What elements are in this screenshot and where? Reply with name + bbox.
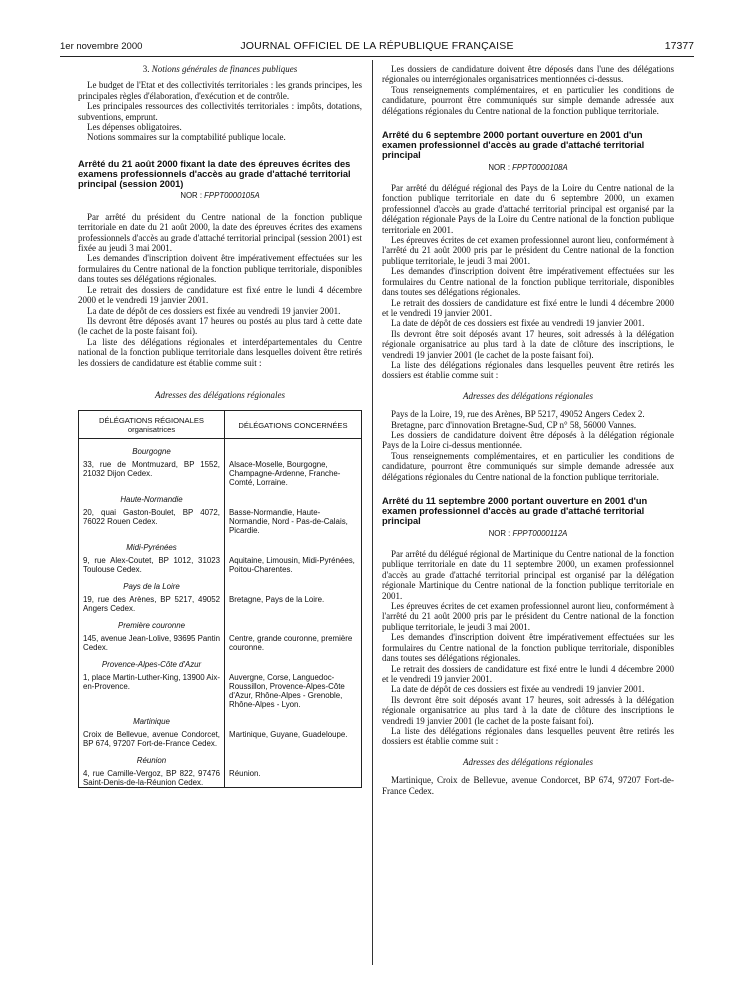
concerned-delegations: Auvergne, Corse, Languedoc-Roussillon, Provence-Alpes-Côte d'Azur, Rhône-Alpes - Grenoble, Rhône-Alpes - Lyon.: [229, 673, 345, 710]
arrete-paragraph: Le retrait des dossiers de candidature est fixé entre le lundi 4 décembre 2000 et le vendredi 19 janvier 2001.: [78, 284, 362, 306]
arrete-title: Arrêté du 6 septembre 2000 portant ouverture en 2001 d'un examen professionnel d'accès au grade d'attaché territorial principal: [382, 130, 645, 161]
column-header-organisatrices: DÉLÉGATIONS RÉGIONALES organisatrices: [79, 411, 225, 439]
region-name: Martinique: [133, 717, 170, 727]
table-header-row: [79, 411, 362, 439]
table-row: [79, 535, 362, 574]
region-name: Midi-Pyrénées: [126, 543, 177, 553]
concerned-delegations: Martinique, Guyane, Guadeloupe.: [229, 730, 348, 740]
concerned-delegations: Aquitaine, Limousin, Midi-Pyrénées, Poitou-Charentes.: [229, 556, 355, 575]
region-address: 145, avenue Jean-Lolive, 93695 Pantin Cedex.: [83, 634, 220, 653]
region-address: 9, rue Alex-Coutet, BP 1012, 31023 Toulouse Cedex.: [83, 556, 220, 575]
arrete-paragraph: La date de dépôt de ces dossiers est fixée au vendredi 19 janvier 2001.: [391, 684, 645, 695]
nor-reference: NOR : FPPT0000105A: [180, 191, 260, 201]
continuation-paragraph: Les dossiers de candidature doivent être déposés dans l'une des délégations régionales ou interrégionales organisatrices mentionnées ci-dessus.: [382, 64, 674, 85]
arrete-paragraph: Par arrêté du délégué régional de Martinique du Centre national de la fonction publique territoriale en date du 11 septembre 2000, un examen professionnel d'accès au grade d'attaché territorial principal est organisé par la délégation régionale Martinique du Centre national de la fonction publique territoriale en 2001.: [382, 549, 674, 601]
table-row: [79, 574, 362, 613]
concerned-delegations: Bretagne, Pays de la Loire.: [229, 595, 325, 605]
arrete-paragraph: Les demandes d'inscription doivent être impérativement effectuées sur les formulaires du Centre national de la fonction publique territoriale, disponibles dans toutes ses délégations régionales.: [382, 266, 674, 298]
arrete-paragraph: Les épreuves écrites de cet examen professionnel auront lieu, conformément à l'arrêté du 21 août 2000 pris par le président du Centre national de la fonction publique territoriale, le jeudi 3 mai 2001.: [382, 235, 674, 266]
section-heading: 3. Notions générales de finances publiques: [142, 64, 298, 74]
arrete-paragraph: La liste des délégations régionales dans lesquelles peuvent être retirés les dossiers est établie comme suit :: [382, 359, 674, 381]
region-address: 20, quai Gaston-Boulet, BP 4072, 76022 Rouen Cedex.: [83, 508, 220, 527]
header-date: 1er novembre 2000: [60, 41, 143, 52]
region-address: Croix de Bellevue, avenue Condorcet, BP 674, 97207 Fort-de-France Cedex.: [83, 730, 220, 749]
adresses-heading: Adresses des délégations régionales: [463, 756, 593, 767]
adresses-heading: Adresses des délégations régionales: [463, 390, 593, 401]
region-name: Pays de la Loire: [123, 582, 180, 592]
address-entry: Martinique, Croix de Bellevue, avenue Condorcet, BP 674, 97207 Fort-de-France Cedex.: [382, 775, 674, 796]
section-paragraph: Notions sommaires sur la comptabilité publique locale.: [87, 132, 286, 143]
closing-paragraph: Les dossiers de candidature doivent être déposés à la délégation régionale Pays de la Loire ci-dessus mentionnée.: [382, 429, 674, 451]
page-header: [60, 39, 694, 57]
region-address: 4, rue Camille-Vergoz, BP 822, 97476 Saint-Denis-de-la-Réunion Cedex.: [83, 769, 220, 788]
journal-title: JOURNAL OFFICIEL DE LA RÉPUBLIQUE FRANÇAISE: [240, 40, 514, 52]
region-name: Première couronne: [117, 621, 186, 631]
arrete-paragraph: La date de dépôt de ces dossiers est fixée au vendredi 19 janvier 2001.: [87, 305, 341, 316]
column-header-concernees: DÉLÉGATIONS CONCERNÉES: [225, 411, 362, 439]
arrete-paragraph: Les épreuves écrites de cet examen professionnel auront lieu, conformément à l'arrêté du 21 août 2000 pris par le président du Centre national de la fonction publique territoriale, le jeudi 3 mai 2001.: [382, 601, 674, 632]
concerned-delegations: Réunion.: [229, 769, 261, 779]
concerned-delegations: Centre, grande couronne, première couronne.: [229, 634, 353, 653]
arrete-paragraph: Le retrait des dossiers de candidature est fixé entre le lundi 4 décembre 2000 et le vendredi 19 janvier 2001.: [382, 297, 674, 318]
table-row: [79, 487, 362, 535]
address-entry: Pays de la Loire, 19, rue des Arènes, BP 5217, 49052 Angers Cedex 2.: [391, 409, 645, 420]
table-row: [79, 709, 362, 748]
header-rule: [60, 56, 694, 57]
page-number: 17377: [664, 40, 694, 52]
section-paragraph: Les dépenses obligatoires.: [87, 122, 182, 133]
concerned-delegations: Alsace-Moselle, Bourgogne, Champagne-Ardenne, Franche-Comté, Lorraine.: [229, 460, 341, 488]
table-row: [79, 439, 362, 488]
arrete-paragraph: Ils devront être soit déposés avant 17 heures, soit adressés à la délégation régionale organisatrice au plus tard à la date de clôture des inscriptions, le vendredi 19 janvier 2001 (le cachet de la poste faisant foi).: [382, 328, 674, 360]
column-divider: [372, 60, 373, 965]
nor-reference: NOR : FPPT0000112A: [488, 528, 568, 538]
arrete-paragraph: Le retrait des dossiers de candidature est fixé entre le lundi 4 décembre 2000 et le vendredi 19 janvier 2001.: [382, 663, 674, 684]
arrete-paragraph: Les demandes d'inscription doivent être impérativement effectuées sur les formulaires du Centre national de la fonction publique territoriale, disponibles dans toutes ses délégations régionales.: [382, 632, 674, 664]
left-column: [78, 64, 362, 788]
arrete-paragraph: La date de dépôt de ces dossiers est fixée au vendredi 19 janvier 2001.: [391, 318, 645, 329]
region-name: Provence-Alpes-Côte d'Azur: [101, 660, 202, 670]
right-column: [382, 64, 674, 796]
section-paragraph: Le budget de l'Etat et des collectivités territoriales : les grands principes, les principales règles d'élaboration, d'exécution et de contrôle.: [78, 80, 362, 101]
arrete-paragraph: Les demandes d'inscription doivent être impérativement effectuées sur les formulaires du Centre national de la fonction publique territoriale, disponibles dans toutes ses délégations régionales.: [78, 253, 362, 285]
table-row: [79, 748, 362, 788]
nor-reference: NOR : FPPT0000108A: [488, 162, 568, 172]
table-row: [79, 613, 362, 652]
arrete-paragraph: Ils devront être soit déposés avant 17 heures, soit adressés à la délégation régionale organisatrice au plus tard à la date de clôture des inscriptions le vendredi 19 janvier 2001 (le cachet de la poste faisant foi).: [382, 694, 674, 726]
table-row: [79, 652, 362, 709]
address-entry: Bretagne, parc d'innovation Bretagne-Sud, CP n° 58, 56000 Vannes.: [391, 419, 637, 430]
continuation-paragraph: Tous renseignements complémentaires, et en particulier les conditions de candidature, pourront être communiqués sur simple demande adressée aux délégations régionales du Centre national de la fonction publique territoriale.: [382, 84, 674, 116]
arrete-paragraph: Par arrêté du délégué régional des Pays de la Loire du Centre national de la fonction publique territoriale en date du 6 septembre 2000, un examen professionnel d'accès au grade d'attaché territorial principal est organisé par la délégation régionale Pays de la Loire du Centre national de la fonction publique territoriale en 2001.: [382, 183, 674, 235]
region-name: Bourgogne: [132, 447, 171, 457]
region-address: 33, rue de Montmuzard, BP 1552, 21032 Dijon Cedex.: [83, 460, 220, 479]
region-address: 19, rue des Arènes, BP 5217, 49052 Angers Cedex.: [83, 595, 220, 614]
arrete-title: Arrêté du 11 septembre 2000 portant ouverture en 2001 d'un examen professionnel d'accès au grade d'attaché territorial principal: [382, 496, 648, 527]
arrete-paragraph: La liste des délégations régionales dans lesquelles peuvent être retirés les dossiers est établie comme suit :: [382, 725, 674, 747]
delegations-table: [78, 410, 362, 788]
concerned-delegations: Basse-Normandie, Haute-Normandie, Nord - Pas-de-Calais, Picardie.: [229, 508, 348, 536]
region-name: Haute-Normandie: [120, 495, 183, 505]
arrete-paragraph: Par arrêté du président du Centre national de la fonction publique territoriale en date du 21 août 2000, la date des épreuves écrites des examens professionnels d'accès au grade d'attaché territorial principal (session 2001) est fixée au jeudi 3 mai 2001.: [78, 211, 362, 254]
section-paragraph: Les principales ressources des collectivités territoriales : impôts, dotations, subventions, emprunt.: [78, 101, 362, 122]
adresses-heading: Adresses des délégations régionales: [155, 389, 285, 400]
region-name: Réunion: [136, 756, 167, 766]
arrete-paragraph: Ils devront être déposés avant 17 heures ou postés au plus tard à cette date (le cachet de la poste faisant foi).: [78, 315, 362, 337]
closing-paragraph: Tous renseignements complémentaires, et en particulier les conditions de candidature, pourront être communiqués sur simple demande adressée aux délégations régionales du Centre national de la fonction publique territoriale.: [382, 450, 674, 482]
region-address: 1, place Martin-Luther-King, 13900 Aix-en-Provence.: [83, 673, 220, 692]
arrete-title: Arrêté du 21 août 2000 fixant la date des épreuves écrites des examens professionnels d'accès au grade d'attaché territorial principal (session 2001): [78, 158, 351, 190]
arrete-paragraph: La liste des délégations régionales et interdépartementales du Centre national de la fonction publique territoriale dans lesquelles doivent être retirés les dossiers de candidature est établie comme suit :: [78, 336, 362, 368]
